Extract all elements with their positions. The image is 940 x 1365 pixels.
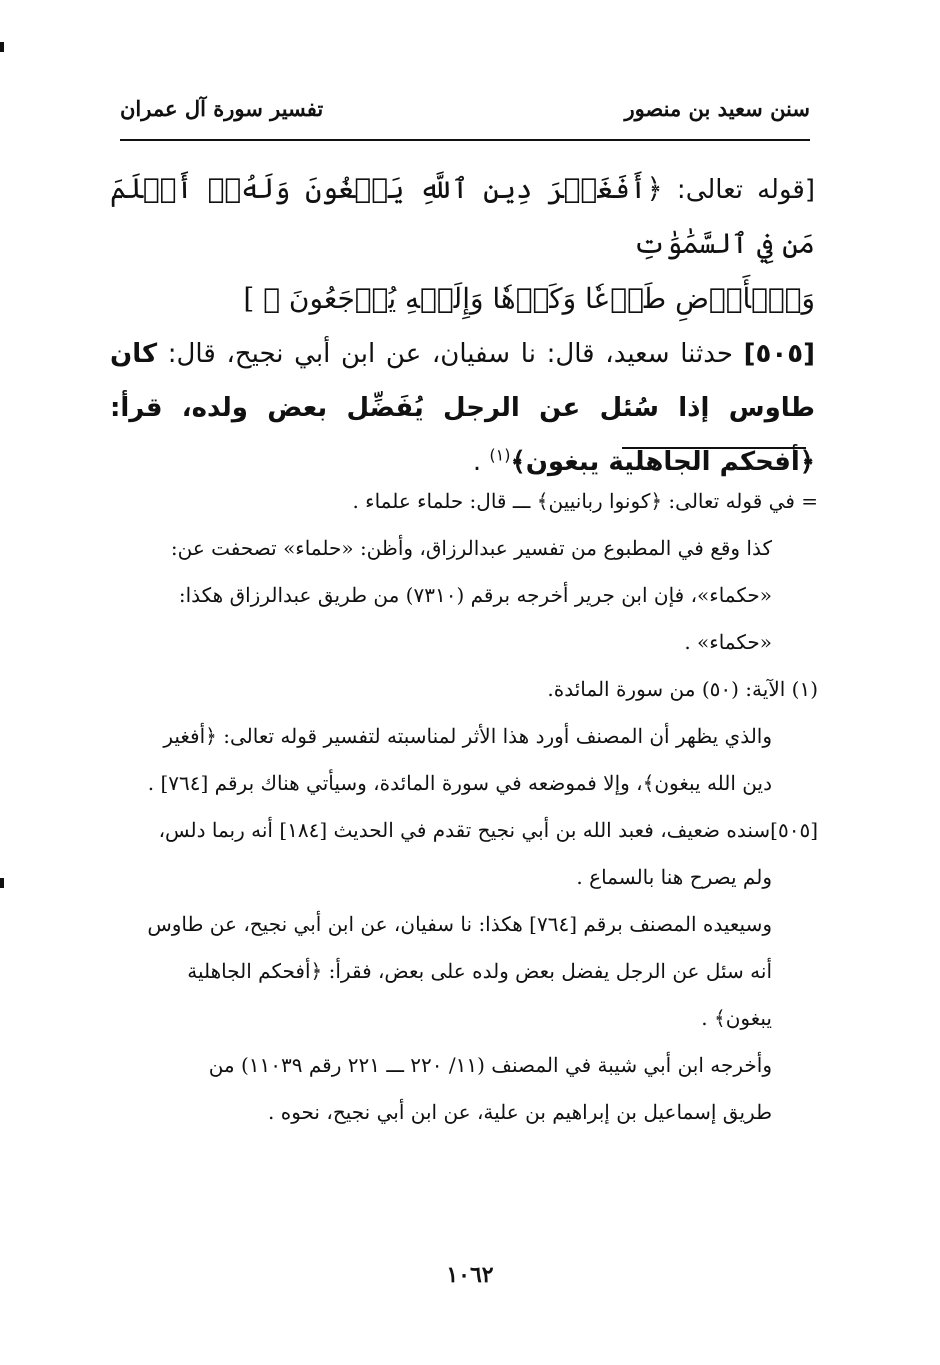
hadith-chain: حدثنا سعيد، قال: نا سفيان، عن ابن أبي نجيح، قال: (157, 339, 744, 369)
footnote-line: دين الله يبغون﴾، وإلا فموضعه في سورة المائدة، وسيأتي هناك برقم [٧٦٤] . (147, 771, 772, 795)
hadith-number: [٥٠٥] (743, 339, 815, 369)
footnote-line: ولم يصرح هنا بالسماع . (576, 865, 772, 889)
header-chapter-title: تفسير سورة آل عمران (120, 95, 324, 121)
footnote-line: كذا وقع في المطبوع من تفسير عبدالرزاق، وأظن: «حلماء» تصحفت عن: (170, 536, 772, 560)
footnote-line: والذي يظهر أن المصنف أورد هذا الأثر لمناسبته لتفسير قوله تعالى: ﴿أفغير (163, 724, 772, 748)
running-header (120, 90, 810, 126)
footnote-line: وأخرجه ابن أبي شيبة في المصنف (١١/ ٢٢٠ ـــ ٢٢١ رقم ١١٠٣٩) من (208, 1053, 772, 1077)
footnote-line: طريق إسماعيل بن إبراهيم بن علية، عن ابن أبي نجيح، نحوه . (268, 1100, 772, 1124)
footnote-line: «حكماء» . (684, 630, 772, 654)
footnote-line: «حكماء»، فإن ابن جرير أخرجه برقم (٧٣١٠) من طريق عبدالرزاق هكذا: (178, 583, 772, 607)
verse-heading-intro: [قوله تعالى: (662, 175, 815, 205)
hadith-end: . (472, 447, 490, 477)
main-text (110, 162, 815, 489)
footnote-line: يبغون﴾ . (701, 1006, 772, 1030)
footnote-line: (١) الآية: (٥٠) من سورة المائدة. (547, 677, 818, 701)
footnote-line: وسيعيده المصنف برقم [٧٦٤] هكذا: نا سفيان، عن ابن أبي نجيح، عن طاوس (147, 912, 772, 936)
footnote-line: = في قوله تعالى: ﴿كونوا ربانيين﴾ ـــ قال: حلماء علماء . (352, 489, 818, 513)
verse-text-line-1: ﴿أَفَغَيۡرَ دِينِ ٱللَّهِ يَبۡغُونَ وَلَهُۥٓ أَسۡلَمَ مَن فِي ٱلسَّمَٰوَٰتِ (110, 172, 815, 260)
footnote-separator (622, 447, 806, 449)
hadith-paragraph (110, 327, 815, 489)
header-rule (120, 139, 810, 141)
footnote-ref: (١) (489, 445, 511, 465)
footnote-line: [٥٠٥]سنده ضعيف، فعبد الله بن أبي نجيح تقدم في الحديث [١٨٤] أنه ربما دلس، (158, 818, 818, 842)
footnote-line: أنه سئل عن الرجل يفضل بعض ولده على بعض، فقرأ: ﴿أفحكم الجاهلية (187, 959, 772, 983)
verse-text-line-2: وَٱلۡأَرۡضِ طَوۡعٗا وَكَرۡهٗا وَإِلَيۡهِ يُرۡجَعُونَ ﴾ ] (243, 282, 815, 315)
verse-heading (110, 162, 815, 327)
page-number: ١٠٦٢ (446, 1262, 494, 1288)
footnotes (118, 478, 818, 1136)
header-book-title: سنن سعيد بن منصور (624, 95, 810, 121)
scan-mark-middle (0, 878, 4, 888)
scan-mark-top (0, 42, 4, 52)
hadith-text: كان طاوس إذا سُئل عن الرجل يُفَضِّل بعض ولده، قرأ: ﴿أفحكم الجاهلية يبغون﴾ (110, 339, 815, 477)
